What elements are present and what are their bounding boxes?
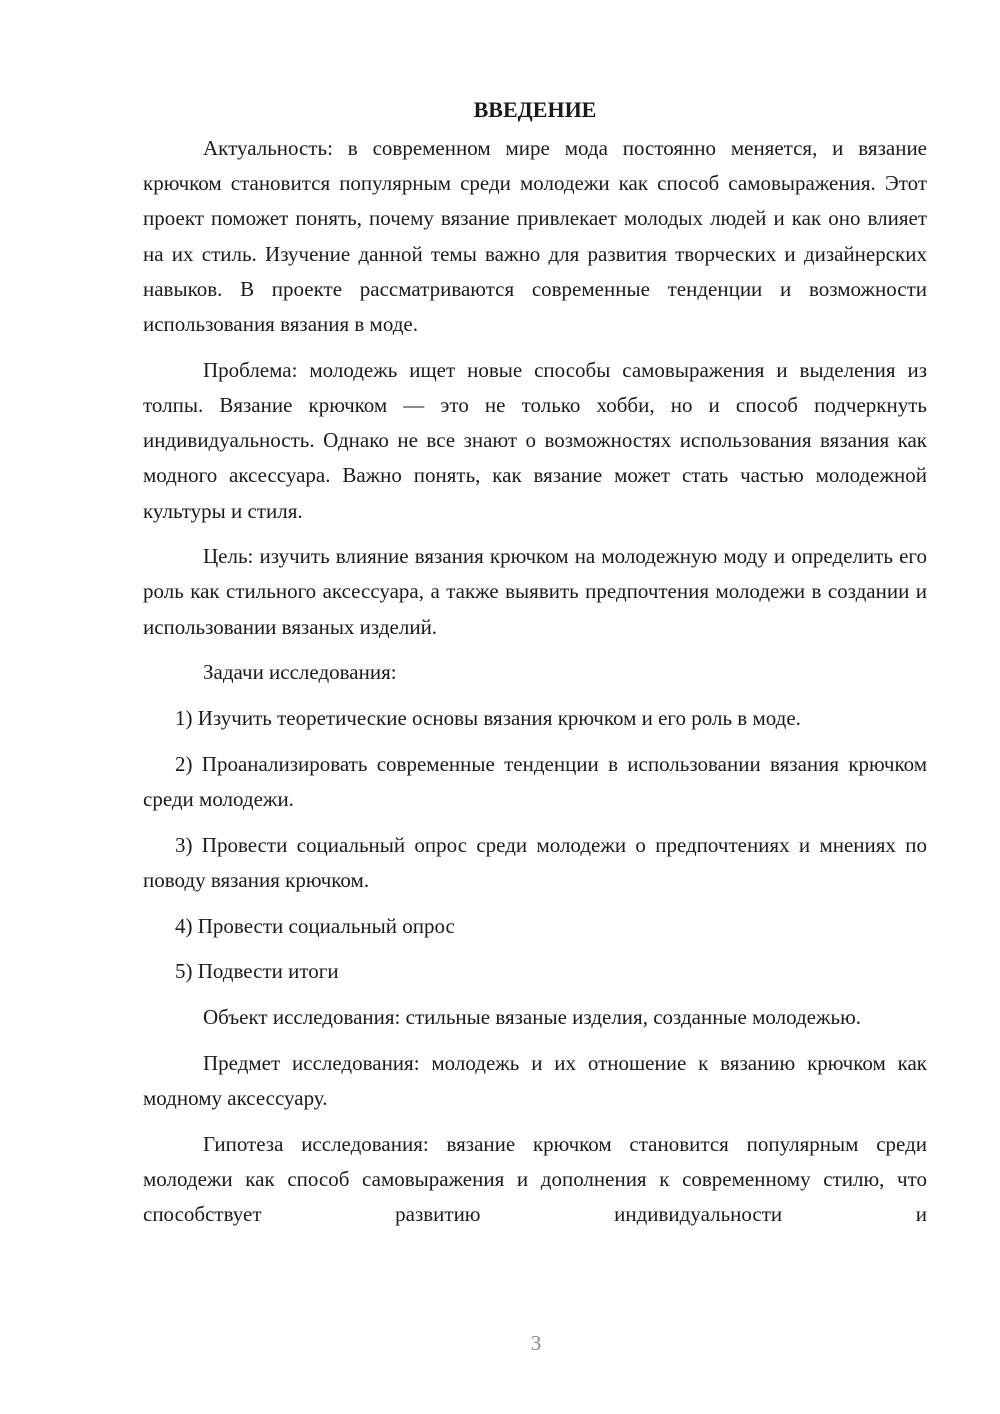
paragraph-problem: Проблема: молодежь ищет новые способы самовыражения и выделения из толпы. Вязание крючком — это не только хобби, но и способ подчеркнуть индивидуальность. Однако не все знают о возможностях использования вязания как модного аксессуара. Важно понять, как вязание может стать частью молодежной культуры и стиля.	[143, 357, 927, 523]
paragraph-object: Объект исследования: стильные вязаные изделия, созданные молодежью.	[203, 1004, 862, 1029]
paragraph-relevance: Актуальность: в современном мире мода постоянно меняется, и вязание крючком становится популярным среди молодежи как способ самовыражения. Этот проект поможет понять, почему вязание привлекает молодых людей и как оно влияет на их стиль. Изучение данной темы важно для развития творческих и дизайнерских навыков. В проекте рассматриваются современные тенденции и возможности использования вязания в моде.	[143, 136, 927, 337]
paragraph-hypothesis: Гипотеза исследования: вязание крючком становится популярным среди молодежи как способ самовыражения и дополнения к современному стилю, что способствует развитию индивидуальности и	[143, 1131, 927, 1226]
document-page	[143, 92, 927, 1232]
tasks-title: Задачи исследования:	[203, 660, 397, 685]
paragraph-goal: Цель: изучить влияние вязания крючком на молодежную моду и определить его роль как стильного аксессуара, а также выявить предпочтения молодежи в создании и использовании вязаных изделий.	[143, 544, 927, 639]
page-title: ВВЕДЕНИЕ	[473, 97, 597, 122]
task-item: 5) Подвести итоги	[175, 959, 339, 984]
task-item: 1) Изучить теоретические основы вязания крючком и его роль в моде.	[175, 706, 801, 731]
page-number: 3	[530, 1331, 542, 1355]
task-item: 2) Проанализировать современные тенденции в использовании вязания крючком среди молодежи.	[143, 751, 927, 811]
paragraph-subject: Предмет исследования: молодежь и их отношение к вязанию крючком как модному аксессуару.	[143, 1050, 927, 1110]
task-item: 4) Провести социальный опрос	[175, 913, 455, 938]
task-item: 3) Провести социальный опрос среди молодежи о предпочтениях и мнениях по поводу вязания крючком.	[143, 832, 927, 892]
